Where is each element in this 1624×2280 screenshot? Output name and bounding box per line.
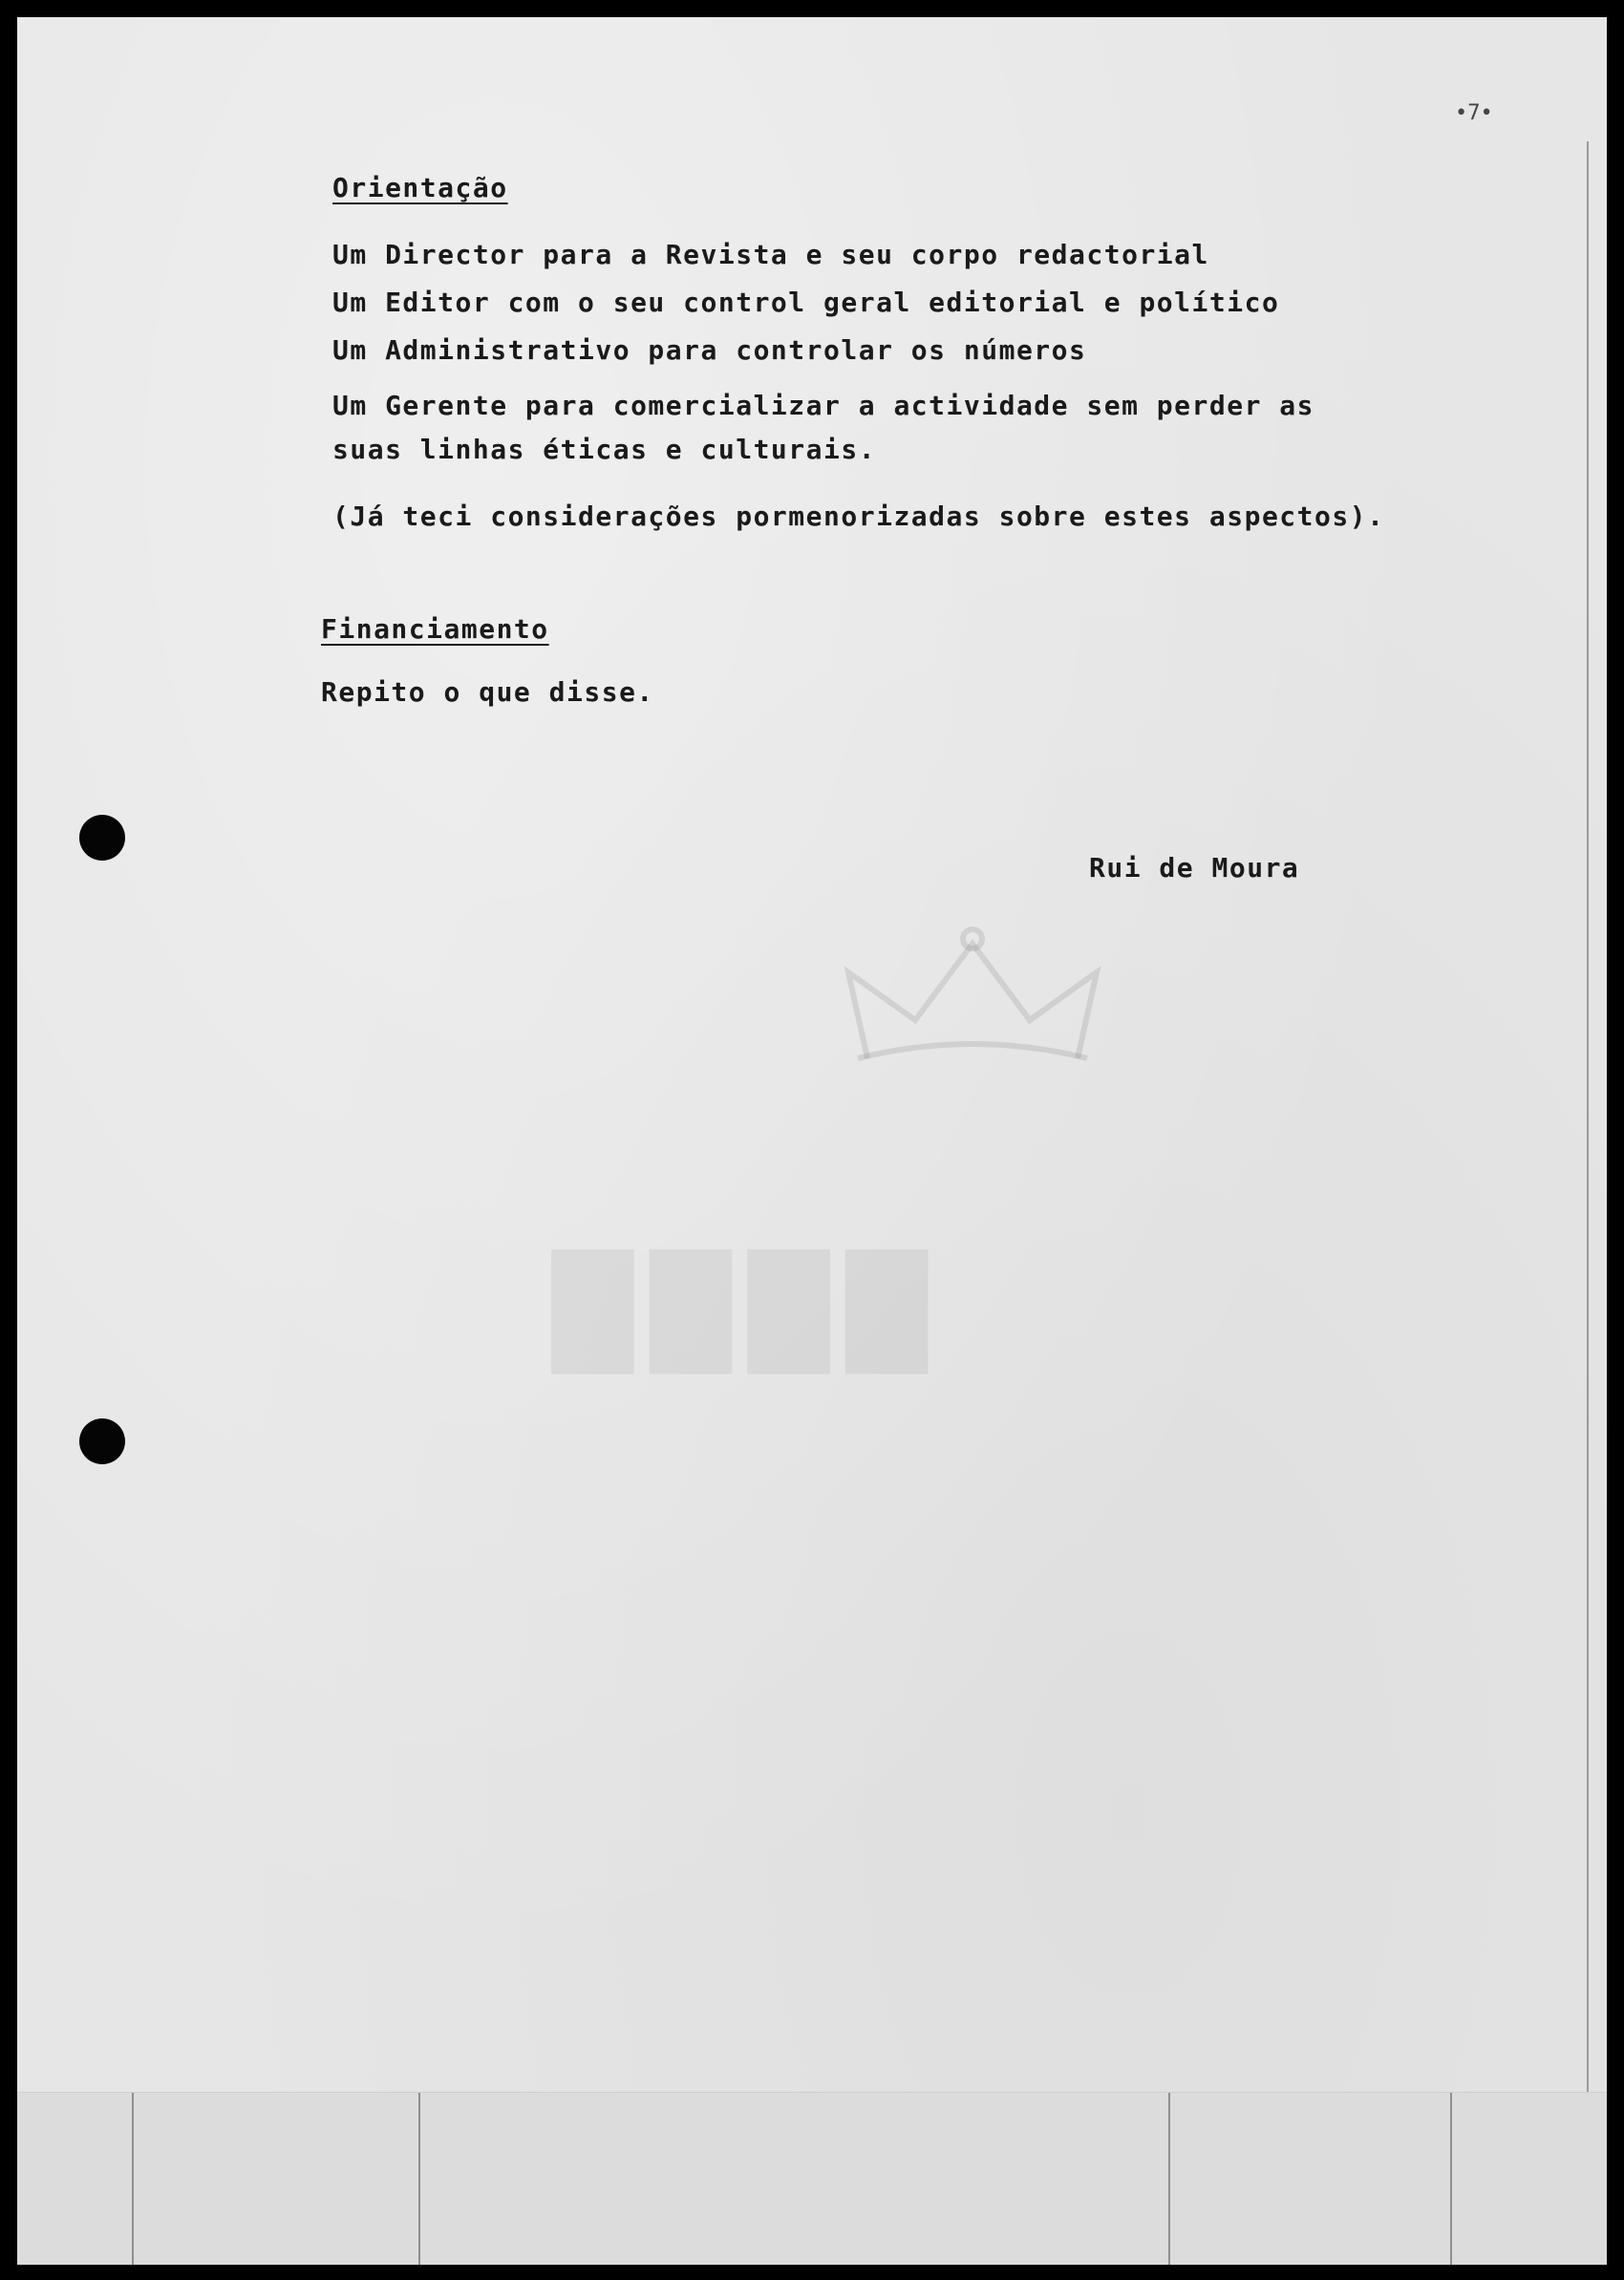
crown-watermark-icon xyxy=(839,915,1106,1106)
orientacao-line-3: Um Administrativo para controlar os números xyxy=(332,334,1087,366)
section-heading-orientacao: Orientação xyxy=(332,172,508,203)
punch-hole-upper xyxy=(79,815,125,861)
page-edge-rule xyxy=(1587,141,1589,2109)
watermark-text: ████ xyxy=(552,1249,945,1373)
strip-divider xyxy=(1168,2093,1170,2265)
orientacao-line-2: Um Editor com o seu control geral editorial e político xyxy=(332,287,1280,318)
strip-divider xyxy=(418,2093,420,2265)
financiamento-text: Repito o que disse. xyxy=(321,676,654,708)
paper-sheet xyxy=(17,17,1607,2264)
strip-divider xyxy=(132,2093,134,2265)
orientacao-note: (Já teci considerações pormenorizadas sobre estes aspectos). xyxy=(332,501,1385,532)
orientacao-line-5: suas linhas éticas e culturais. xyxy=(332,434,877,465)
orientacao-line-4: Um Gerente para comercializar a actividade sem perder as xyxy=(332,390,1315,421)
punch-hole-lower xyxy=(79,1418,125,1464)
signature: Rui de Moura xyxy=(1089,852,1300,884)
section-heading-financiamento: Financiamento xyxy=(321,613,549,645)
page-number-mark: •7• xyxy=(1455,101,1493,125)
scan-bottom-strip xyxy=(17,2092,1607,2265)
orientacao-line-1: Um Director para a Revista e seu corpo redactorial xyxy=(332,239,1209,270)
strip-divider xyxy=(1450,2093,1452,2265)
